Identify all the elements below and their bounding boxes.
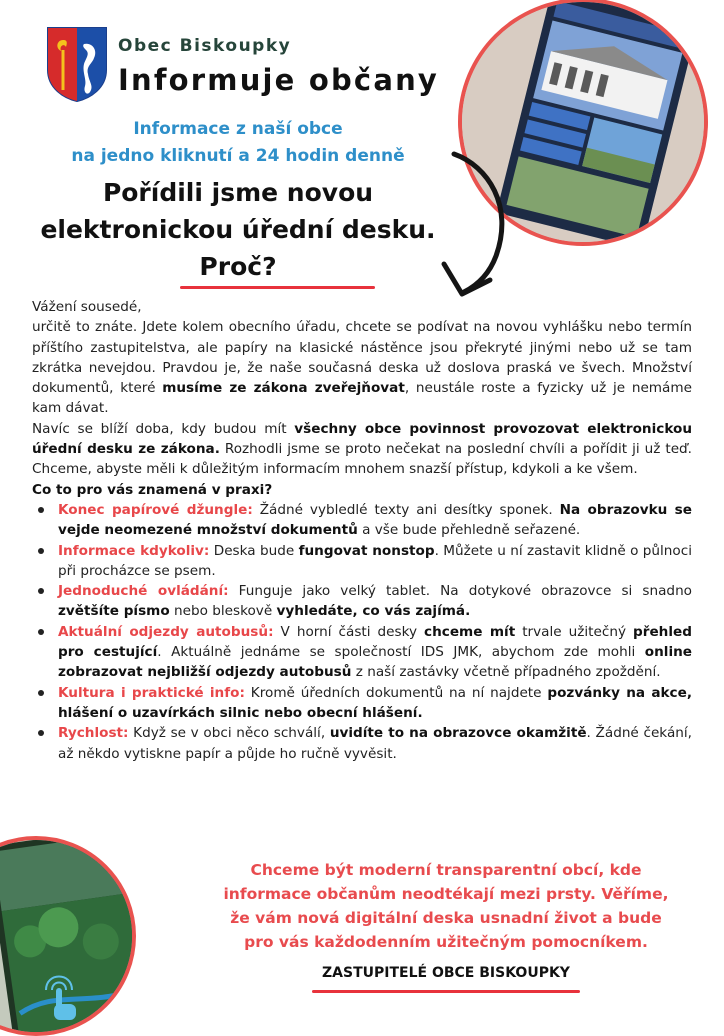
- bullet-key: Rychlost:: [58, 725, 129, 742]
- signature-underline: [312, 990, 580, 993]
- closing-line-2: informace občanům neodtékají mezi prsty. Věříme,: [223, 885, 669, 903]
- bullet-text: . Žádné čekání, až někdo vytiskne papír a půjde ho ručně vyvěsit.: [58, 725, 692, 762]
- subtitle-line-2: na jedno kliknutí a 24 hodin denně: [71, 146, 405, 166]
- curved-arrow-icon: [418, 146, 528, 306]
- title-line-2: elektronickou úřední desku.: [40, 215, 436, 244]
- bullet-icon: [38, 730, 44, 736]
- subtitle-line-1: Informace z naší obce: [133, 119, 343, 139]
- closing-line-1: Chceme být moderní transparentní obcí, kde: [250, 861, 642, 879]
- bullet-icon: [38, 629, 44, 635]
- bullet-text: . Můžete u ní zastavit klidně o půlnoci při procházce se psem.: [58, 542, 692, 579]
- paragraph-2-text: Navíc se blíží doba, kdy budou mít: [32, 420, 295, 437]
- bullet-text: Funguje jako velký tablet. Na dotykové obrazovce si snadno: [228, 583, 692, 600]
- list-item: [32, 500, 692, 541]
- paragraph-2: [32, 419, 692, 480]
- bullet-key: Jednoduché ovládání:: [58, 583, 229, 600]
- list-item: [32, 541, 692, 582]
- closing-line-4: pro vás každodenním užitečným pomocníkem.: [244, 933, 648, 951]
- bullet-text: Deska bude: [209, 542, 299, 559]
- paragraph-1: [32, 317, 692, 418]
- bullet-text: . Aktuálně jednáme se společností IDS JMK, abychom zde mohli: [157, 644, 645, 661]
- bullet-key: Konec papírové džungle:: [58, 501, 253, 518]
- bullet-key: Aktuální odjezdy autobusů:: [58, 623, 274, 640]
- bullet-bold: uvidíte to na obrazovce okamžitě: [329, 725, 587, 742]
- paragraph-1-bold: musíme ze zákona zveřejňovat: [162, 380, 405, 397]
- bullet-text: Když se v obci něco schválí,: [128, 725, 330, 742]
- closing-line-3: že vám nová digitální deska usnadní život a bude: [230, 909, 662, 927]
- signature: ZASTUPITELÉ OBCE BISKOUPKY: [322, 965, 570, 981]
- bullet-text: nebo bleskově: [169, 603, 277, 620]
- paragraph-1-end: , neustále roste a fyzicky už je nemáme kam dávat.: [32, 380, 692, 417]
- article-body: [32, 297, 692, 764]
- bullet-text: z naší zastávky včetně případného zpoždění.: [351, 664, 661, 681]
- bullet-bold: online zobrazovat nejbližší odjezdy autobusů: [58, 644, 692, 681]
- bullet-text: Žádné vybledlé texty ani desítky sponek.: [252, 501, 560, 518]
- touch-screen-photo: [0, 836, 136, 1036]
- paragraph-2-end: Rozhodli jsme se proto nečekat na poslední chvíli a pořídit ji už teď. Chceme, abyste měli k důležitým informacím mnohem snazší přístup, kdykoli a ke všem.: [32, 441, 693, 478]
- greeting: Vážení sousedé,: [32, 299, 142, 315]
- bullet-bold: pozvánky na akce, hlášení o uzavírkách silnic nebo obecní hlášení.: [58, 684, 692, 721]
- paragraph-2-bold: všechny obce povinnost provozovat elektronickou úřední desku ze zákona.: [32, 420, 693, 458]
- bullet-text: a vše bude přehledně seřazené.: [357, 522, 581, 539]
- bullet-bold: Na obrazovku se vejde neomezené množství dokumentů: [58, 501, 692, 539]
- bullet-icon: [38, 548, 44, 554]
- municipality-name: Obec Biskoupky: [118, 36, 292, 56]
- closing-statement: [176, 858, 716, 954]
- title-underline: [180, 286, 375, 289]
- bullet-text: Kromě úředních dokumentů na ní najdete: [244, 684, 548, 701]
- bullet-bold: přehled pro cestující: [58, 623, 692, 661]
- coat-of-arms-logo: [46, 26, 108, 102]
- bullet-bold: zvětšíte písmo: [58, 603, 170, 620]
- bullet-bold: fungovat nonstop: [298, 542, 435, 559]
- bullet-icon: [38, 507, 44, 513]
- bullet-key: Kultura i praktické info:: [58, 684, 245, 701]
- list-item: [32, 581, 692, 622]
- headline: Informuje občany: [118, 63, 440, 97]
- question-heading: Co to pro vás znamená v praxi?: [32, 481, 273, 498]
- bullet-bold: chceme mít: [424, 623, 516, 640]
- paragraph-1-text: určitě to znáte. Jdete kolem obecního úřadu, chcete se podívat na novou vyhlášku nebo termín příštího zastupitelstva, ale papíry na klasické nástěnce jsou překryté jinými nebo už se tam zkrátka nevejdou. Pravdou je, že naše současná deska už doslova praská ve švech. Množství dokumentů, které: [32, 319, 692, 397]
- bullet-icon: [38, 588, 44, 594]
- title-line-1: Pořídili jsme novou: [102, 178, 374, 207]
- bullet-text: trvale užitečný: [515, 623, 634, 640]
- bullet-bold: vyhledáte, co vás zajímá.: [276, 603, 471, 620]
- list-item: [32, 622, 692, 683]
- benefit-list: [32, 500, 692, 764]
- title-line-3: Proč?: [199, 252, 277, 281]
- bullet-key: Informace kdykoliv:: [58, 542, 210, 559]
- bullet-text: V horní části desky: [273, 623, 425, 640]
- list-item: [32, 723, 692, 764]
- list-item: [32, 683, 692, 724]
- landscape-illustration: [0, 840, 136, 1036]
- bullet-icon: [38, 690, 44, 696]
